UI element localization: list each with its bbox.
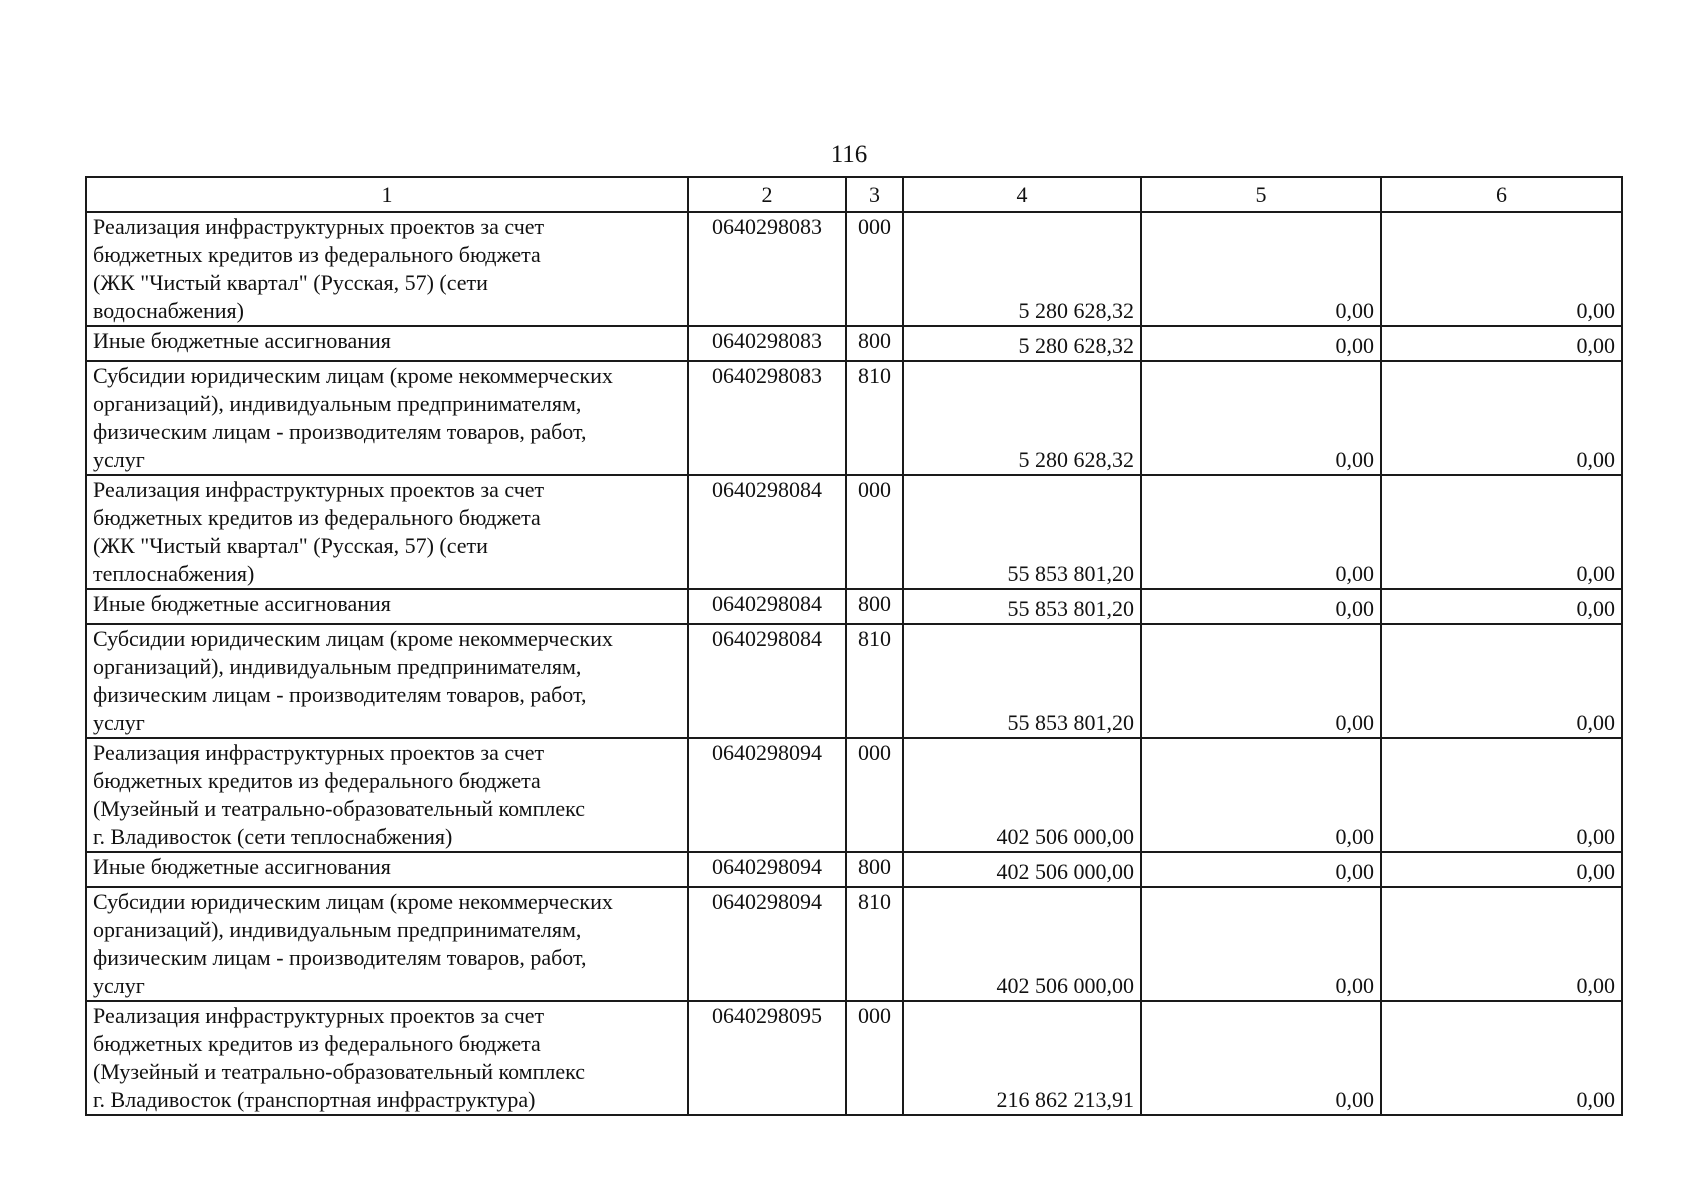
row-name-cell: Реализация инфраструктурных проектов за счет бюджетных кредитов из федерального бюджета (Музейный и театрально-образовательный комплекс г. Владивосток (транспортная инфраструктура): [86, 1001, 688, 1115]
row-amount-cell: 5 280 628,32: [903, 361, 1141, 475]
row-amount-3-cell: 0,00: [1381, 212, 1622, 326]
row-amount-cell: 55 853 801,20: [903, 589, 1141, 624]
row-amount-cell: 5 280 628,32: [903, 212, 1141, 326]
row-vr-cell: 800: [846, 589, 903, 624]
row-amount-2-cell: 0,00: [1141, 326, 1381, 361]
row-code-cell: 0640298084: [688, 624, 846, 738]
row-code-cell: 0640298094: [688, 738, 846, 852]
row-vr-cell: 000: [846, 738, 903, 852]
row-name-cell: Реализация инфраструктурных проектов за счет бюджетных кредитов из федерального бюджета (ЖК "Чистый квартал" (Русская, 57) (сети теплоснабжения): [86, 475, 688, 589]
row-code-cell: 0640298084: [688, 475, 846, 589]
row-amount-2-cell: 0,00: [1141, 887, 1381, 1001]
row-amount-2-cell: 0,00: [1141, 361, 1381, 475]
table-row: [86, 361, 1622, 475]
row-amount-3-cell: 0,00: [1381, 624, 1622, 738]
row-code-cell: 0640298095: [688, 1001, 846, 1115]
row-amount-2-cell: 0,00: [1141, 475, 1381, 589]
row-name-cell: Субсидии юридическим лицам (кроме некоммерческих организаций), индивидуальным предпринимателям, физическим лицам - производителям товаров, работ, услуг: [86, 624, 688, 738]
row-amount-cell: 55 853 801,20: [903, 475, 1141, 589]
row-amount-3-cell: 0,00: [1381, 738, 1622, 852]
row-vr-cell: 810: [846, 361, 903, 475]
row-amount-2-cell: 0,00: [1141, 624, 1381, 738]
row-amount-2-cell: 0,00: [1141, 1001, 1381, 1115]
row-amount-3-cell: 0,00: [1381, 361, 1622, 475]
row-amount-3-cell: 0,00: [1381, 1001, 1622, 1115]
row-code-cell: 0640298083: [688, 361, 846, 475]
row-name-cell: Иные бюджетные ассигнования: [86, 852, 688, 887]
header-cell-5: 5: [1141, 177, 1381, 212]
row-amount-3-cell: 0,00: [1381, 326, 1622, 361]
row-name-cell: Реализация инфраструктурных проектов за счет бюджетных кредитов из федерального бюджета (Музейный и театрально-образовательный комплекс г. Владивосток (сети теплоснабжения): [86, 738, 688, 852]
table-row: [86, 887, 1622, 1001]
table-row: [86, 624, 1622, 738]
header-cell-2: 2: [688, 177, 846, 212]
row-amount-cell: 402 506 000,00: [903, 738, 1141, 852]
row-amount-2-cell: 0,00: [1141, 852, 1381, 887]
table-row: [86, 852, 1622, 887]
row-name-cell: Иные бюджетные ассигнования: [86, 589, 688, 624]
budget-table: [85, 176, 1623, 1116]
header-cell-3: 3: [846, 177, 903, 212]
row-amount-2-cell: 0,00: [1141, 589, 1381, 624]
row-vr-cell: 000: [846, 212, 903, 326]
row-amount-3-cell: 0,00: [1381, 589, 1622, 624]
row-name-cell: Субсидии юридическим лицам (кроме некоммерческих организаций), индивидуальным предпринимателям, физическим лицам - производителям товаров, работ, услуг: [86, 887, 688, 1001]
row-amount-cell: 402 506 000,00: [903, 852, 1141, 887]
row-vr-cell: 810: [846, 887, 903, 1001]
page-number: 116: [830, 141, 868, 168]
row-amount-2-cell: 0,00: [1141, 738, 1381, 852]
table-row: [86, 475, 1622, 589]
table-row: [86, 589, 1622, 624]
row-vr-cell: 810: [846, 624, 903, 738]
row-amount-3-cell: 0,00: [1381, 852, 1622, 887]
row-amount-cell: 5 280 628,32: [903, 326, 1141, 361]
table-row: [86, 738, 1622, 852]
header-cell-1: 1: [86, 177, 688, 212]
row-code-cell: 0640298094: [688, 887, 846, 1001]
row-vr-cell: 800: [846, 326, 903, 361]
row-amount-cell: 55 853 801,20: [903, 624, 1141, 738]
header-row: [86, 177, 1622, 212]
table-row: [86, 212, 1622, 326]
row-amount-3-cell: 0,00: [1381, 887, 1622, 1001]
row-vr-cell: 800: [846, 852, 903, 887]
row-vr-cell: 000: [846, 1001, 903, 1115]
row-amount-3-cell: 0,00: [1381, 475, 1622, 589]
table-body: [86, 212, 1622, 1115]
table-row: [86, 326, 1622, 361]
row-code-cell: 0640298083: [688, 326, 846, 361]
row-code-cell: 0640298094: [688, 852, 846, 887]
table-header: [86, 177, 1622, 212]
row-name-cell: Реализация инфраструктурных проектов за счет бюджетных кредитов из федерального бюджета (ЖК "Чистый квартал" (Русская, 57) (сети водоснабжения): [86, 212, 688, 326]
header-cell-6: 6: [1381, 177, 1622, 212]
row-amount-cell: 402 506 000,00: [903, 887, 1141, 1001]
table-row: [86, 1001, 1622, 1115]
row-code-cell: 0640298083: [688, 212, 846, 326]
row-amount-2-cell: 0,00: [1141, 212, 1381, 326]
header-cell-4: 4: [903, 177, 1141, 212]
row-vr-cell: 000: [846, 475, 903, 589]
row-code-cell: 0640298084: [688, 589, 846, 624]
row-name-cell: Иные бюджетные ассигнования: [86, 326, 688, 361]
row-name-cell: Субсидии юридическим лицам (кроме некоммерческих организаций), индивидуальным предпринимателям, физическим лицам - производителям товаров, работ, услуг: [86, 361, 688, 475]
row-amount-cell: 216 862 213,91: [903, 1001, 1141, 1115]
